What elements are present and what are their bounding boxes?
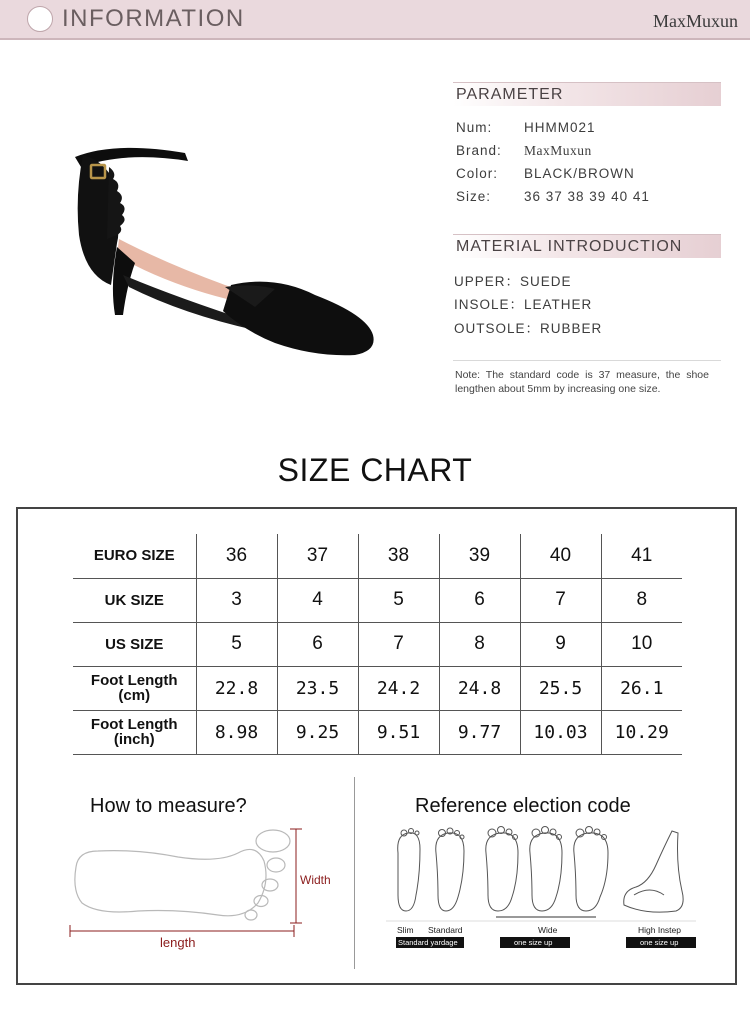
cell: 5 — [196, 622, 277, 666]
cell: 37 — [277, 534, 358, 578]
cell: 9.25 — [277, 710, 358, 754]
foot-standard-icon — [436, 828, 464, 911]
cell: 8 — [439, 622, 520, 666]
param-color-value: BLACK/BROWN — [524, 166, 635, 181]
row-label-unit: (inch) — [113, 731, 155, 748]
foot-wide-2-icon — [530, 827, 562, 912]
section-divider — [354, 777, 355, 969]
row-label-unit: (cm) — [118, 687, 151, 704]
table-row — [73, 578, 682, 622]
material-heading-label: MATERIAL INTRODUCTION — [456, 238, 683, 255]
param-size-key: Size: — [456, 189, 492, 204]
wide-label: Wide — [538, 925, 558, 935]
cell: 9 — [520, 622, 601, 666]
table-row — [73, 666, 682, 710]
tag-standard-yardage-label: Standard yardage — [398, 938, 458, 947]
cell: 10.03 — [520, 710, 601, 754]
foot-wide-3-icon — [574, 827, 608, 912]
material-heading — [453, 234, 721, 258]
header-circle-icon — [27, 6, 53, 32]
param-num-value: HHMM021 — [524, 120, 596, 135]
cell: 7 — [520, 578, 601, 622]
parameter-heading — [453, 82, 721, 106]
param-brand — [456, 143, 592, 159]
param-size-value: 36 37 38 39 40 41 — [524, 189, 650, 204]
cell: 25.5 — [520, 666, 601, 710]
size-chart-title: SIZE CHART — [277, 452, 473, 488]
material-upper: UPPER：SUEDE — [454, 274, 572, 289]
size-table — [73, 534, 682, 755]
cell: 24.2 — [358, 666, 439, 710]
row-label — [73, 666, 196, 710]
material-outsole: OUTSOLE：RUBBER — [454, 321, 603, 336]
cell: 9.77 — [439, 710, 520, 754]
header-title: INFORMATION — [62, 5, 245, 32]
shoe-image — [55, 135, 385, 370]
param-brand-value: MaxMuxun — [524, 143, 592, 158]
cell: 6 — [439, 578, 520, 622]
table-row — [73, 534, 682, 578]
row-label-main: Foot Length — [90, 672, 178, 689]
foot-slim-icon — [398, 829, 420, 912]
foot-measure-diagram — [68, 827, 338, 957]
cell: 3 — [196, 578, 277, 622]
param-num — [456, 120, 596, 135]
length-label: length — [160, 935, 196, 950]
foot-type-diagram — [386, 825, 696, 953]
cell: 41 — [601, 534, 682, 578]
row-label-main: Foot Length — [90, 716, 178, 733]
cell: 36 — [196, 534, 277, 578]
param-size — [456, 189, 650, 204]
foot-wide-1-icon — [486, 827, 518, 912]
foot-high-instep-icon — [624, 831, 683, 912]
cell: 4 — [277, 578, 358, 622]
table-row — [73, 622, 682, 666]
param-brand-key: Brand: — [456, 143, 502, 158]
cell: 22.8 — [196, 666, 277, 710]
standard-label: Standard — [428, 925, 463, 935]
row-label: EURO SIZE — [73, 534, 196, 578]
param-num-key: Num: — [456, 120, 493, 135]
cell: 9.51 — [358, 710, 439, 754]
cell: 8.98 — [196, 710, 277, 754]
size-note: Note: The standard code is 37 measure, the shoe lengthen about 5mm by increasing one size. — [453, 360, 721, 396]
parameter-heading-label: PARAMETER — [456, 86, 564, 103]
cell: 10.29 — [601, 710, 682, 754]
width-label: Width — [300, 873, 331, 887]
cell: 23.5 — [277, 666, 358, 710]
cell: 10 — [601, 622, 682, 666]
header-brand: MaxMuxun — [653, 11, 738, 31]
toe-big — [256, 830, 290, 852]
toe-2 — [267, 858, 285, 872]
cell: 39 — [439, 534, 520, 578]
cell: 24.8 — [439, 666, 520, 710]
slim-label: Slim — [397, 925, 414, 935]
cell: 26.1 — [601, 666, 682, 710]
tag-wide-one-size-up-label: one size up — [514, 938, 553, 947]
cell: 5 — [358, 578, 439, 622]
tag-instep-one-size-up-label: one size up — [640, 938, 679, 947]
material-insole: INSOLE：LEATHER — [454, 297, 593, 312]
cell: 7 — [358, 622, 439, 666]
reference-title: Reference election code — [415, 795, 631, 817]
cell: 38 — [358, 534, 439, 578]
size-chart-box — [16, 507, 737, 985]
toe-3 — [262, 879, 278, 891]
param-color-key: Color: — [456, 166, 499, 181]
high-instep-label: High Instep — [638, 925, 681, 935]
how-to-measure-title: How to measure? — [90, 795, 247, 817]
table-row — [73, 710, 682, 754]
cell: 40 — [520, 534, 601, 578]
toe-5 — [245, 910, 257, 920]
info-header — [0, 0, 750, 40]
row-label — [73, 710, 196, 754]
row-label: UK SIZE — [73, 578, 196, 622]
row-label: US SIZE — [73, 622, 196, 666]
cell: 6 — [277, 622, 358, 666]
param-color — [456, 166, 635, 181]
cell: 8 — [601, 578, 682, 622]
foot-outline — [75, 849, 266, 915]
